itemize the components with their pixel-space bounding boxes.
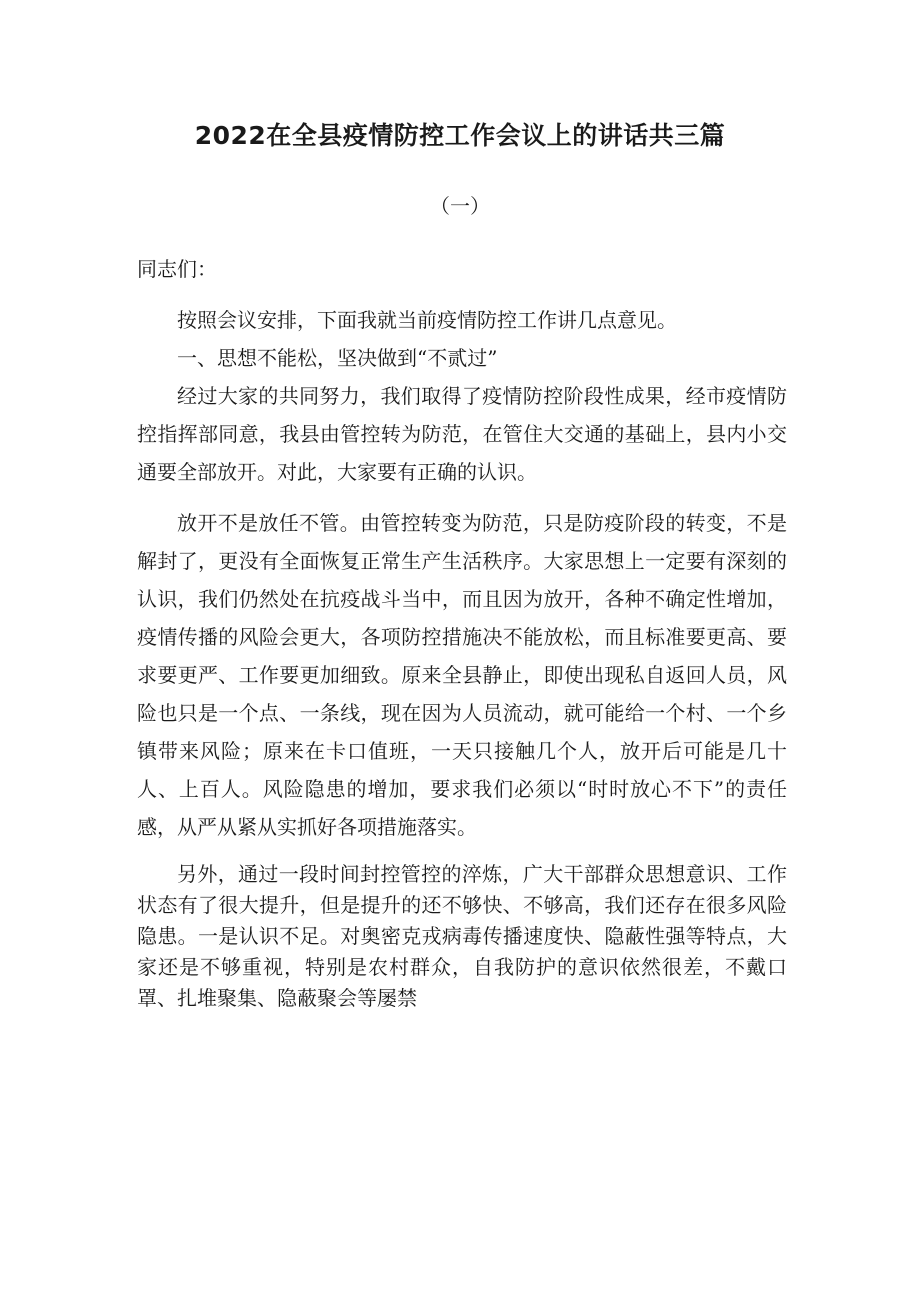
document-title: 2022在全县疫情防控工作会议上的讲话共三篇 — [194, 121, 726, 150]
document-body — [137, 250, 787, 1014]
paragraph-3: 另外，通过一段时间封控管控的淬炼，广大干部群众思想意识、工作状态有了很大提升，但是提升的还不够快、不够高，我们还存在很多风险隐患。一是认识不足。对奥密克戎病毒传播速度快、隐蔽性强等特点，大家还是不够重视，特别是农村群众，自我防护的意识依然很差，不戴口罩、扎堆聚集、隐蔽聚会等屡禁 — [137, 862, 787, 1010]
paragraph-1: 经过大家的共同努力，我们取得了疫情防控阶段性成果，经市疫情防控指挥部同意，我县由管控转为防范，在管住大交通的基础上，县内小交通要全部放开。对此，大家要有正确的认识。 — [137, 384, 787, 484]
salutation: 同志们： — [137, 257, 217, 281]
paragraph-2: 放开不是放任不管。由管控转变为防范，只是防疫阶段的转变，不是解封了，更没有全面恢复正常生产生活秩序。大家思想上一定要有深刻的认识，我们仍然处在抗疫战斗当中，而且因为放开，各种不确定性增加，疫情传播的风险会更大，各项防控措施决不能放松，而且标准要更高、要求要更严、工作要更加细致。原来全县静止，即使出现私自返回人员，风险也只是一个点、一条线，现在因为人员流动，就可能给一个村、一个乡镇带来风险；原来在卡口值班，一天只接触几个人，放开后可能是几十人、上百人。风险隐患的增加，要求我们必须以“时时放心不下”的责任感，从严从紧从实抓好各项措施落实。 — [137, 511, 787, 839]
part-label: （一） — [430, 194, 490, 218]
section-heading-1: 一、思想不能松，坚决做到“不贰过” — [177, 346, 498, 370]
paragraph-intro: 按照会议安排，下面我就当前疫情防控工作讲几点意见。 — [177, 308, 677, 332]
